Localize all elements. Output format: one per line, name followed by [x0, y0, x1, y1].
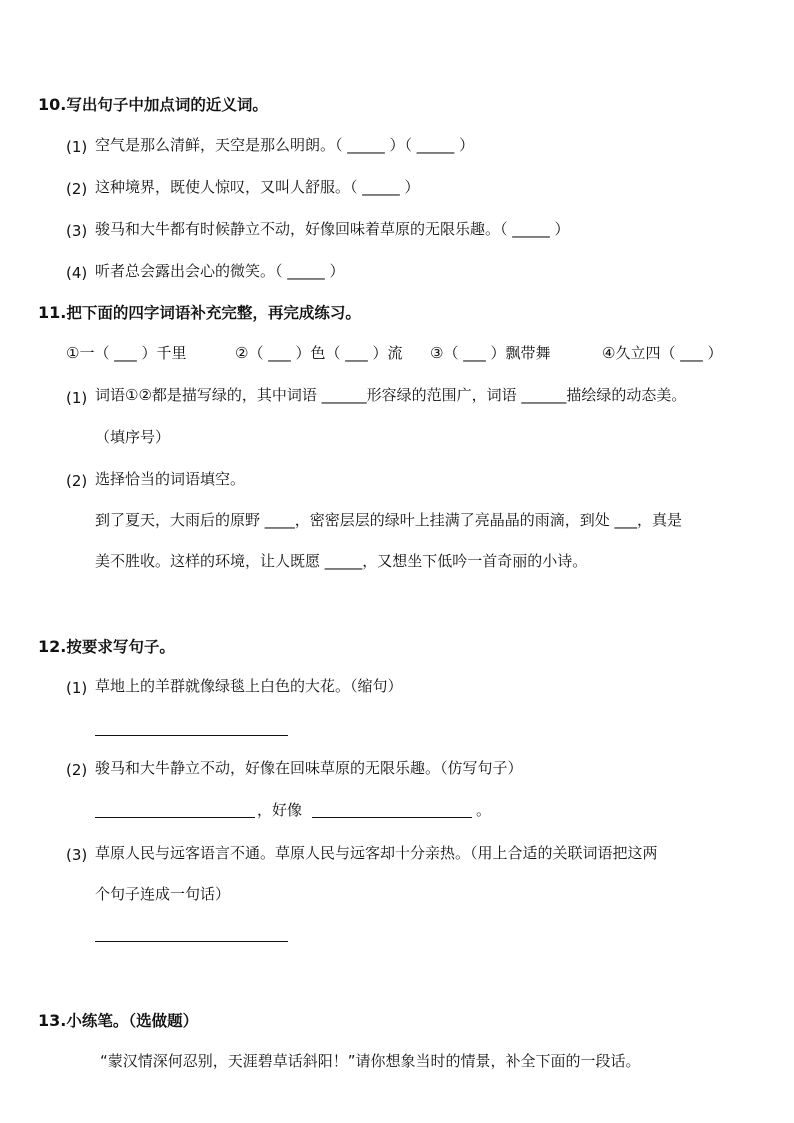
item-text: 个句子连成一句话）	[95, 885, 231, 903]
item-text: （填序号）	[95, 428, 171, 446]
question-12-title	[38, 635, 175, 657]
answer-line[interactable]	[95, 817, 255, 818]
question-number: 10.	[38, 95, 67, 114]
answer-line[interactable]	[95, 735, 288, 736]
sentence-end: 。	[476, 801, 492, 819]
idiom-3: ③（ ___ ）飘带舞	[430, 344, 551, 362]
item-mark: (3)	[66, 846, 88, 864]
question-number: 13.	[38, 1011, 67, 1030]
question-10-title	[38, 93, 268, 115]
question-number: 12.	[38, 637, 67, 656]
answer-line[interactable]	[95, 941, 288, 942]
writing-prompt: “蒙汉情深何忍别，天涯碧草话斜阳！”请你想象当时的情景，补全下面的一段话。	[100, 1052, 641, 1070]
item-mark: (3)	[66, 222, 88, 240]
question-text: 把下面的四字词语补充完整，再完成练习。	[66, 304, 361, 322]
item-mark: (2)	[66, 472, 88, 490]
item-mark: (4)	[66, 264, 88, 282]
item-text: 美不胜收。这样的环境，让人既愿 _____，又想坐下低吟一首奇丽的小诗。	[95, 552, 588, 570]
idiom-1: ①一（ ___ ）千里	[66, 344, 187, 362]
item-mark: (1)	[66, 679, 88, 697]
item-text: 骏马和大牛都有时候静立不动，好像回味着草原的无限乐趣。（ _____ ）	[95, 220, 570, 238]
item-mark: (1)	[66, 138, 88, 156]
item-text: 空气是那么清鲜，天空是那么明朗。（ _____ ）（ _____ ）	[95, 136, 475, 154]
item-mark: (2)	[66, 180, 88, 198]
question-text: 写出句子中加点词的近义词。	[66, 96, 268, 114]
item-mark: (2)	[66, 761, 88, 779]
item-text: 选择恰当的词语填空。	[95, 470, 246, 488]
question-number: 11.	[38, 303, 67, 322]
item-text: 草地上的羊群就像绿毯上白色的大花。（缩句）	[95, 677, 403, 695]
item-text: 骏马和大牛静立不动，好像在回味草原的无限乐趣。（仿写句子）	[95, 759, 523, 777]
question-text: 小练笔。（选做题）	[66, 1012, 199, 1030]
answer-line[interactable]	[312, 817, 472, 818]
imitation-connector: ，好像	[257, 801, 303, 819]
question-text: 按要求写句子。	[66, 638, 175, 656]
item-text: 词语①②都是描写绿的，其中词语 ______形容绿的范围广，词语 ______描绘绿的动态美。	[95, 386, 687, 404]
item-text: 到了夏天，大雨后的原野 ____，密密层层的绿叶上挂满了亮晶晶的雨滴，到处 ___，真是	[95, 511, 683, 529]
item-text: 这种境界，既使人惊叹，又叫人舒服。（ _____ ）	[95, 178, 420, 196]
idiom-4: ④久立四（ ___ ）	[602, 344, 723, 362]
idiom-2: ②（ ___ ）色（ ___ ）流	[235, 344, 403, 362]
item-text: 听者总会露出会心的微笑。（ _____ ）	[95, 262, 345, 280]
question-11-title	[38, 301, 361, 323]
item-mark: (1)	[66, 389, 88, 407]
item-text: 草原人民与远客语言不通。草原人民与远客却十分亲热。（用上合适的关联词语把这两	[95, 844, 658, 862]
question-13-title	[38, 1009, 198, 1031]
